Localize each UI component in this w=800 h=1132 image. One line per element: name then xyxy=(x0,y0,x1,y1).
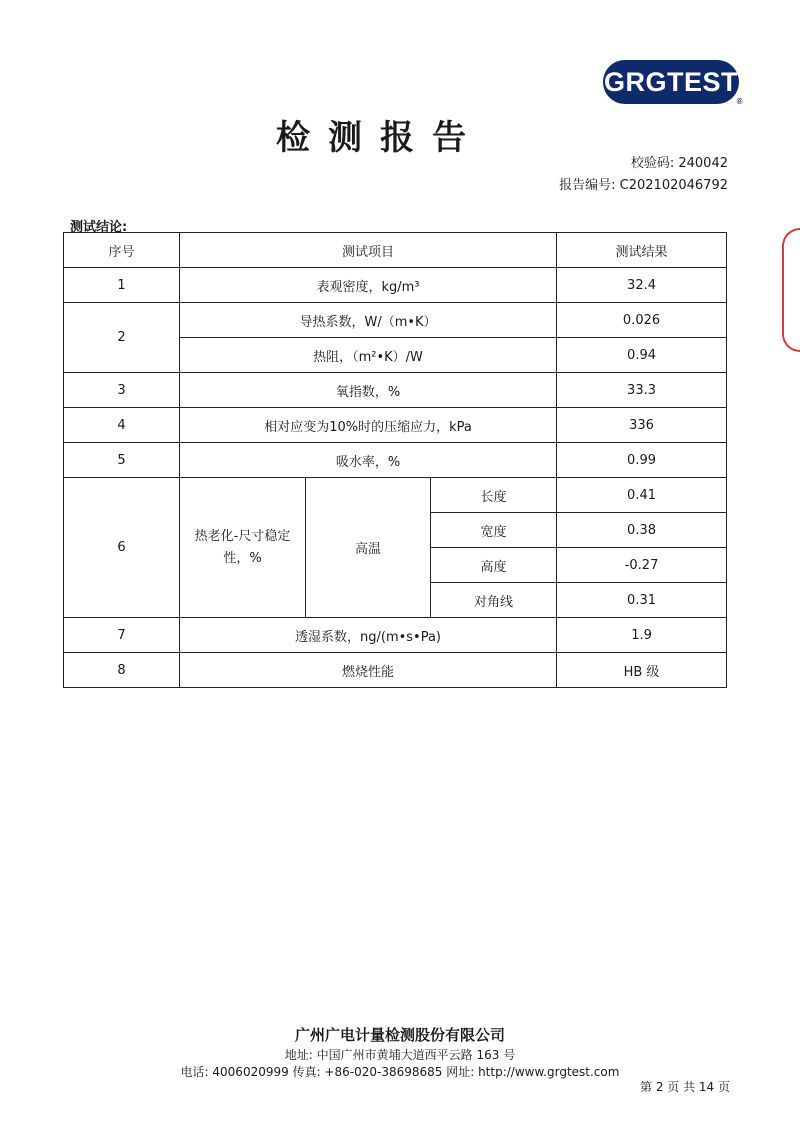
row-subitem: 宽度 xyxy=(431,513,557,548)
table-row xyxy=(64,618,727,653)
row-item: 吸水率，% xyxy=(180,443,557,478)
row-item: 燃烧性能 xyxy=(180,653,557,688)
logo-text: GRGTEST xyxy=(603,66,738,97)
row-result: 0.41 xyxy=(557,478,727,513)
row-result: -0.27 xyxy=(557,548,727,583)
header-seq: 序号 xyxy=(64,233,180,268)
row-condition: 高温 xyxy=(306,478,431,618)
row-result: 1.9 xyxy=(557,618,727,653)
grgtest-logo xyxy=(603,60,743,106)
red-seal-stamp xyxy=(782,228,800,352)
conclusion-label: 测试结论: xyxy=(70,220,128,235)
footer-company: 广州广电计量检测股份有限公司 xyxy=(294,1026,505,1044)
registered-mark: ® xyxy=(736,97,743,106)
footer-address: 地址: 中国广州市黄埔大道西平云路 163 号 xyxy=(284,1048,516,1062)
row-seq: 7 xyxy=(64,618,180,653)
header-result: 测试结果 xyxy=(557,233,727,268)
row-item: 表观密度，kg/m³ xyxy=(180,268,557,303)
row-seq: 1 xyxy=(64,268,180,303)
footer-contacts: 电话: 4006020999 传真: +86-020-38698685 网址: http://www.grgtest.com xyxy=(180,1065,620,1079)
row-subitem: 长度 xyxy=(431,478,557,513)
header-item: 测试项目 xyxy=(180,233,557,268)
report-number: 报告编号: C202102046792 xyxy=(559,178,728,193)
row-result: 0.99 xyxy=(557,443,727,478)
table-row xyxy=(64,443,727,478)
row-seq: 6 xyxy=(64,478,180,618)
row-item: 氧指数，% xyxy=(180,373,557,408)
table-header-row xyxy=(64,233,727,268)
row-result: 0.026 xyxy=(557,303,727,338)
table-row xyxy=(64,303,727,338)
row-result: HB 级 xyxy=(557,653,727,688)
row-item: 相对应变为10%时的压缩应力，kPa xyxy=(180,408,557,443)
row-result: 33.3 xyxy=(557,373,727,408)
page-number: 第 2 页 共 14 页 xyxy=(640,1080,730,1094)
row-seq: 4 xyxy=(64,408,180,443)
row-item: 热老化-尺寸稳定性，% xyxy=(180,478,306,618)
row-seq: 3 xyxy=(64,373,180,408)
results-table xyxy=(63,232,727,688)
table-row xyxy=(64,268,727,303)
row-item: 导热系数，W/（m•K） xyxy=(180,303,557,338)
row-result: 32.4 xyxy=(557,268,727,303)
row-subitem: 对角线 xyxy=(431,583,557,618)
table-row xyxy=(64,478,727,513)
table-row xyxy=(64,653,727,688)
row-result: 0.31 xyxy=(557,583,727,618)
table-row xyxy=(64,373,727,408)
row-seq: 8 xyxy=(64,653,180,688)
row-result: 0.94 xyxy=(557,338,727,373)
row-seq: 2 xyxy=(64,303,180,373)
row-result: 0.38 xyxy=(557,513,727,548)
table-row xyxy=(64,408,727,443)
page-title: 检测报告 xyxy=(276,118,484,158)
row-subitem: 高度 xyxy=(431,548,557,583)
row-result: 336 xyxy=(557,408,727,443)
row-item: 热阻，（m²•K）/W xyxy=(180,338,557,373)
check-code: 校验码: 240042 xyxy=(630,156,728,171)
row-seq: 5 xyxy=(64,443,180,478)
row-item: 透湿系数，ng/(m•s•Pa) xyxy=(180,618,557,653)
